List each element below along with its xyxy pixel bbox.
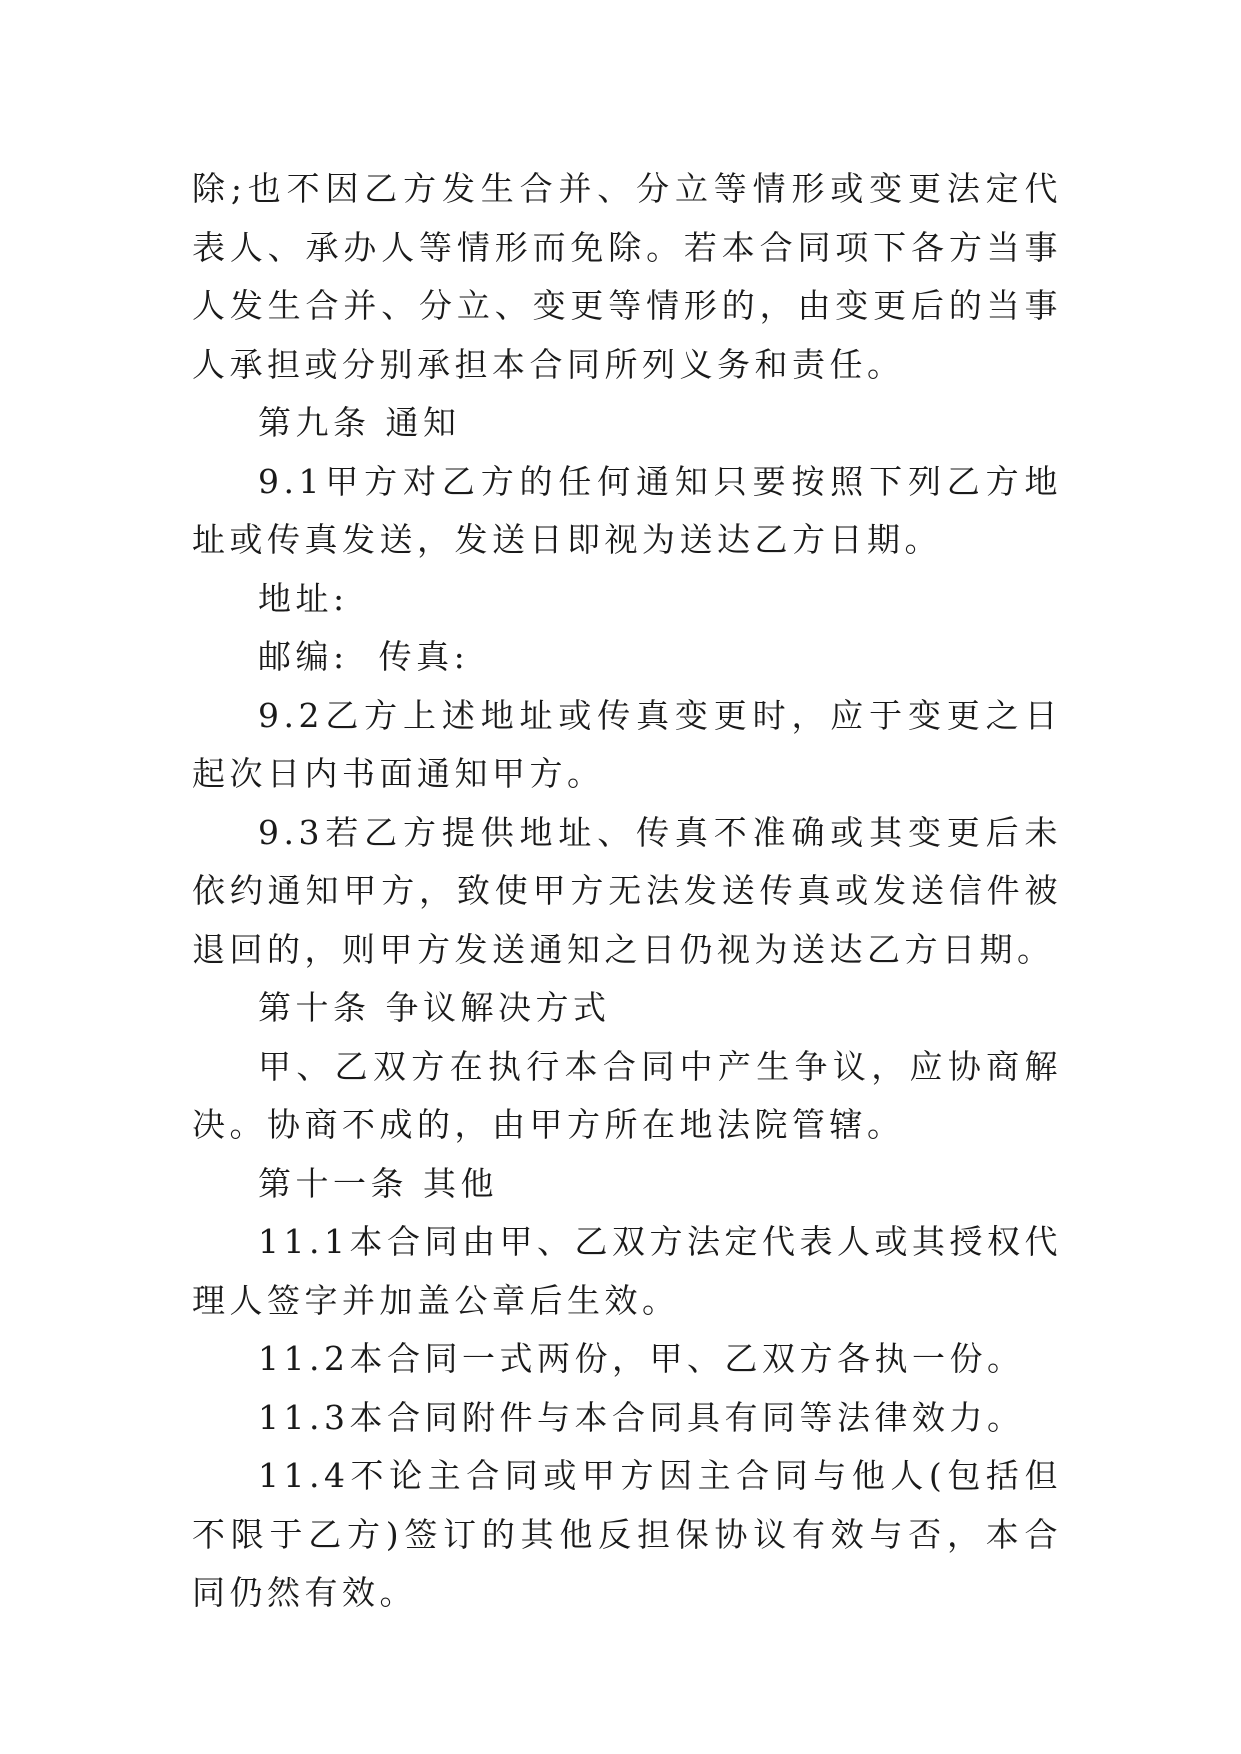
clause-11-3: 11.3本合同附件与本合同具有同等法律效力。 — [258, 1397, 1025, 1437]
paragraph-continuation: 除;也不因乙方发生合并、分立等情形或变更法定代表人、承办人等情形而免除。若本合同项下各方当事人发生合并、分立、变更等情形的，由变更后的当事人承担或分别承担本合同所列义务和责任。 — [192, 169, 1062, 384]
heading-article-10: 第十条 争议解决方式 — [258, 988, 611, 1027]
heading-article-9: 第九条 通知 — [258, 403, 461, 442]
address-line: 地址: — [258, 578, 349, 618]
clause-11-2: 11.2本合同一式两份，甲、乙双方各执一份。 — [258, 1339, 1025, 1378]
heading-article-11: 第十一条 其他 — [258, 1163, 498, 1203]
clause-11-1: 11.1本合同由甲、乙双方法定代表人或其授权代理人签字并加盖公章后生效。 — [192, 1222, 1062, 1320]
document-body — [192, 160, 1062, 1623]
clause-11-4: 11.4不论主合同或甲方因主合同与他人(包括但不限于乙方)签订的其他反担保协议有效与否，本合同仍然有效。 — [192, 1456, 1062, 1612]
clause-9-1: 9.1甲方对乙方的任何通知只要按照下列乙方地址或传真发送，发送日即视为送达乙方日期。 — [192, 461, 1062, 559]
clause-9-2: 9.2乙方上述地址或传真变更时，应于变更之日起次日内书面通知甲方。 — [192, 695, 1062, 793]
clause-9-3: 9.3若乙方提供地址、传真不准确或其变更后未依约通知甲方，致使甲方无法发送传真或发送信件被退回的，则甲方发送通知之日仍视为送达乙方日期。 — [192, 812, 1062, 969]
postcode-fax-line: 邮编: 传真: — [258, 637, 470, 676]
article-10-body: 甲、乙双方在执行本合同中产生争议，应协商解决。协商不成的，由甲方所在地法院管辖。 — [192, 1046, 1062, 1144]
